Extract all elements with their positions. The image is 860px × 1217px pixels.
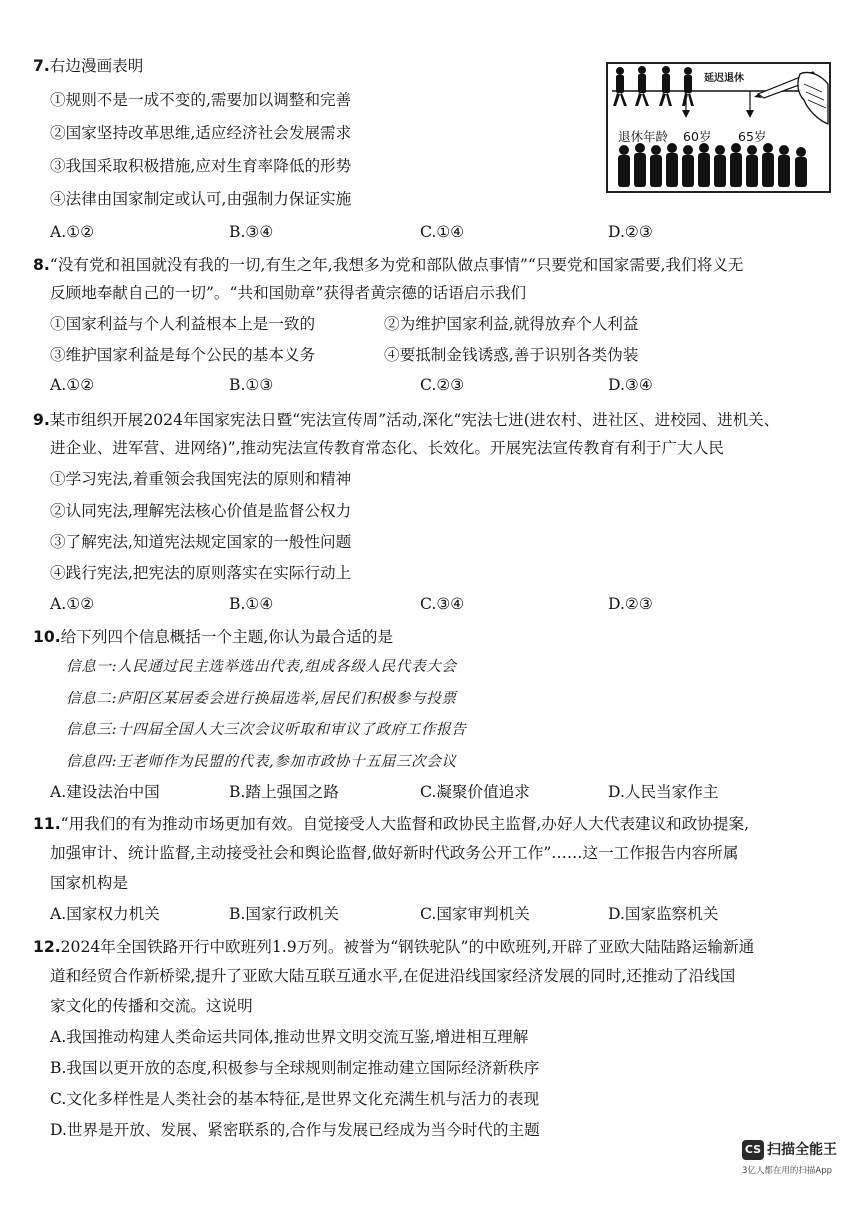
question-12-text-1: 2024年全国铁路开行中欧班列1.9万列。被誉为“钢铁驼队”的中欧班列,开辟了亚欧大陆陆路运输新通 [60, 938, 755, 956]
question-10-info-1: 信息一:人民通过民主选举选出代表,组成各级人民代表大会 [66, 658, 457, 675]
question-10-choice-a: A.建设法治中国 [50, 783, 160, 801]
question-8-text-1: “没有党和祖国就没有我的一切,有生之年,我想多为党和部队做点事情”“只要党和国家需要,我们将义无 [49, 256, 744, 274]
question-12-stem [33, 936, 754, 958]
question-10-info-3: 信息三:十四届全国人大三次会议听取和审议了政府工作报告 [66, 721, 467, 738]
question-8-text-2: 反顾地奉献自己的一切”。“共和国勋章”获得者黄宗德的话语启示我们 [50, 284, 527, 302]
question-9-item-4: ④践行宪法,把宪法的原则落实在实际行动上 [50, 564, 352, 582]
cartoon-age-60: 60岁 [683, 129, 712, 144]
question-9-item-2: ②认同宪法,理解宪法核心价值是监督公权力 [50, 502, 352, 520]
question-9-item-1: ①学习宪法,着重领会我国宪法的原则和精神 [50, 470, 352, 488]
question-11-choice-c: C.国家审判机关 [420, 905, 530, 923]
scanner-logo-icon: CS [742, 1140, 764, 1160]
question-10-choice-b: B.踏上强国之路 [229, 783, 339, 801]
question-7-text: 右边漫画表明 [49, 57, 144, 75]
question-12-option-b: B.我国以更开放的态度,积极参与全球规则制定推动建立国际经济新秩序 [50, 1059, 540, 1077]
scanner-watermark-subtitle: 3亿人都在用的扫描App [742, 1166, 833, 1176]
question-8-choice-b: B.①③ [229, 376, 274, 394]
question-11-number: 11. [33, 815, 61, 833]
question-8-item-1: ①国家利益与个人利益根本上是一致的 [50, 315, 316, 333]
question-7-number: 7. [33, 57, 50, 75]
question-9-number: 9. [33, 411, 50, 429]
question-7-item-1: ①规则不是一成不变的,需要加以调整和完善 [50, 91, 352, 109]
question-9-choice-c: C.③④ [420, 595, 465, 613]
question-8-item-2: ②为维护国家利益,就得放弃个人利益 [384, 315, 639, 333]
question-7-choice-d: D.②③ [608, 223, 653, 241]
question-7-choice-a: A.①② [50, 223, 95, 241]
question-11-text-3: 国家机构是 [50, 874, 128, 892]
question-10-number: 10. [33, 628, 61, 646]
question-9-choice-b: B.①④ [229, 595, 274, 613]
question-8-choice-c: C.②③ [420, 376, 465, 394]
question-10-choice-d: D.人民当家作主 [608, 783, 719, 801]
question-10-stem [33, 626, 393, 648]
question-9-choice-a: A.①② [50, 595, 95, 613]
cartoon-delay-label: 延迟退休 [704, 73, 744, 84]
question-10-choice-c: C.凝聚价值追求 [420, 783, 530, 801]
retirement-cartoon [606, 62, 831, 193]
question-8-item-3: ③维护国家利益是每个公民的基本义务 [50, 346, 316, 364]
question-11-stem [33, 813, 749, 835]
question-12-text-3: 家文化的传播和交流。这说明 [50, 997, 253, 1015]
question-7-item-2: ②国家坚持改革思维,适应经济社会发展需求 [50, 124, 352, 142]
question-10-text: 给下列四个信息概括一个主题,你认为最合适的是 [60, 628, 394, 646]
question-12-number: 12. [33, 938, 61, 956]
question-9-stem [33, 409, 779, 431]
question-8-item-4: ④要抵制金钱诱惑,善于识别各类伪装 [384, 346, 639, 364]
question-11-choice-b: B.国家行政机关 [229, 905, 339, 923]
question-8-choice-a: A.①② [50, 376, 95, 394]
question-7-choice-c: C.①④ [420, 223, 465, 241]
question-8-choice-d: D.③④ [608, 376, 653, 394]
question-11-text-1: “用我们的有为推动市场更加有效。自觉接受人大监督和政协民主监督,办好人大代表建议和政协提案, [60, 815, 750, 833]
question-10-info-4: 信息四:王老师作为民盟的代表,参加市政协十五届三次会议 [66, 753, 457, 770]
question-7-choice-b: B.③④ [229, 223, 274, 241]
question-7-stem [33, 55, 143, 77]
question-12-text-2: 道和经贸合作新桥梁,提升了亚欧大陆互联互通水平,在促进沿线国家经济发展的同时,还推动了沿线国 [50, 967, 736, 985]
scanner-watermark-title: 扫描全能王 [767, 1142, 837, 1158]
question-9-text-2: 进企业、进军营、进网络)”,推动宪法宣传教育常态化、长效化。开展宪法宣传教育有利于广大人民 [50, 439, 724, 457]
question-11-text-2: 加强审计、统计监督,主动接受社会和舆论监督,做好新时代政务公开工作”……这一工作报告内容所属 [50, 844, 739, 862]
question-11-choice-d: D.国家监察机关 [608, 905, 719, 923]
question-8-number: 8. [33, 256, 50, 274]
question-8-stem [33, 254, 744, 276]
question-12-option-d: D.世界是开放、发展、紧密联系的,合作与发展已经成为当今时代的主题 [50, 1121, 540, 1139]
question-7-item-4: ④法律由国家制定或认可,由强制力保证实施 [50, 190, 352, 208]
question-7-item-3: ③我国采取积极措施,应对生育率降低的形势 [50, 157, 352, 175]
question-9-choice-d: D.②③ [608, 595, 653, 613]
question-12-option-c: C.文化多样性是人类社会的基本特征,是世界文化充满生机与活力的表现 [50, 1090, 540, 1108]
question-9-text-1: 某市组织开展2024年国家宪法日暨“宪法宣传周”活动,深化“宪法七进(进农村、进社区、进校园、进机关、 [49, 411, 780, 429]
cartoon-age-65: 65岁 [738, 129, 767, 144]
question-12-option-a: A.我国推动构建人类命运共同体,推动世界文明交流互鉴,增进相互理解 [50, 1028, 529, 1046]
question-10-info-2: 信息二:庐阳区某居委会进行换届选举,居民们积极参与投票 [66, 690, 457, 707]
question-9-item-3: ③了解宪法,知道宪法规定国家的一般性问题 [50, 533, 352, 551]
cartoon-age-label: 退休年龄 [618, 129, 669, 144]
question-11-choice-a: A.国家权力机关 [50, 905, 160, 923]
